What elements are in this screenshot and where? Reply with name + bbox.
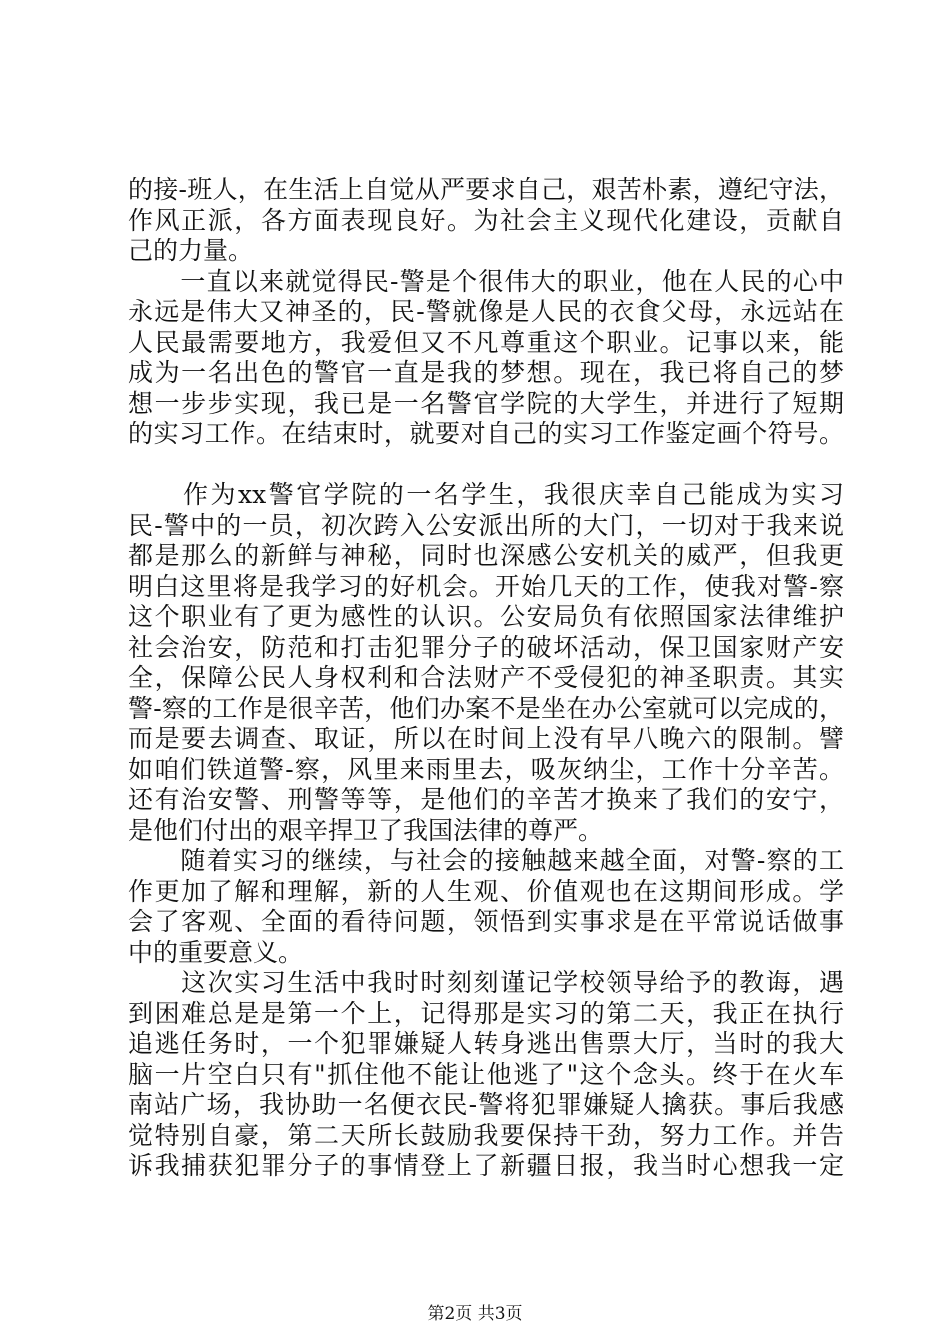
- text-line: 还有治安警、刑警等等，是他们的辛苦才换来了我们的安宁，: [128, 785, 844, 814]
- text-line: 这次实习生活中我时时刻刻谨记学校领导给予的教诲，遇: [128, 968, 844, 997]
- text-line: 的接-班人，在生活上自觉从严要求自己，艰苦朴素，遵纪守法，: [128, 175, 844, 204]
- text-line: 诉我捕获犯罪分子的事情登上了新疆日报，我当时心想我一定: [128, 1151, 844, 1180]
- document-body: [128, 175, 844, 1182]
- text-line: 觉特别自豪，第二天所长鼓励我要保持干劲，努力工作。并告: [128, 1120, 844, 1150]
- text-line: 作更加了解和理解，新的人生观、价值观也在这期间形成。学: [128, 876, 844, 906]
- text-line: 人民最需要地方，我爱但又不凡尊重这个职业。记事以来，能: [128, 327, 844, 357]
- text-line: 追逃任务时，一个犯罪嫌疑人转身逃出售票大厅，当时的我大: [128, 1029, 844, 1058]
- text-line: 都是那么的新鲜与神秘，同时也深感公安机关的威严，但我更: [128, 541, 844, 570]
- text-line: 南站广场，我协助一名便衣民-警将犯罪嫌疑人擒获。事后我感: [128, 1090, 844, 1119]
- text-line: 一直以来就觉得民-警是个很伟大的职业，他在人民的心中: [128, 266, 844, 296]
- text-line: 作风正派，各方面表现良好。为社会主义现代化建设，贡献自: [128, 205, 844, 235]
- text-line: 民-警中的一员，初次跨入公安派出所的大门，一切对于我来说: [128, 510, 844, 540]
- paragraph-gap: [128, 450, 844, 481]
- text-line: 成为一名出色的警官一直是我的梦想。现在，我已将自己的梦: [128, 358, 844, 387]
- text-line: 永远是伟大又神圣的，民-警就像是人民的衣食父母，永远站在: [128, 297, 844, 326]
- text-line: 社会治安，防范和打击犯罪分子的破坏活动，保卫国家财产安: [128, 632, 844, 662]
- text-line: 己的力量。: [128, 236, 254, 265]
- text-line: 想一步步实现，我已是一名警官学院的大学生，并进行了短期: [128, 388, 844, 418]
- paragraph-5: [128, 968, 844, 1182]
- paragraph-3: [128, 480, 844, 846]
- text-line: 中的重要意义。: [128, 937, 304, 967]
- text-line: 是他们付出的艰辛捍卫了我国法律的尊严。: [128, 815, 604, 845]
- page-number-footer: 第2页 共3页: [427, 1304, 523, 1324]
- text-line: 这个职业有了更为感性的认识。公安局负有依照国家法律维护: [128, 602, 844, 631]
- text-line: 的实习工作。在结束时，就要对自己的实习工作鉴定画个符号。: [128, 419, 844, 448]
- paragraph-2: [128, 267, 844, 450]
- paragraph-4: [128, 846, 844, 968]
- text-line: 警-察的工作是很辛苦，他们办案不是坐在办公室就可以完成的，: [128, 693, 844, 723]
- text-line: 随着实习的继续，与社会的接触越来越全面，对警-察的工: [128, 846, 844, 875]
- text-line: 全，保障公民人身权利和合法财产不受侵犯的神圣职责。其实: [128, 663, 844, 692]
- paragraph-1: [128, 175, 844, 267]
- text-line: 如咱们铁道警-察，风里来雨里去，吸灰纳尘，工作十分辛苦。: [128, 754, 844, 784]
- text-line: 会了客观、全面的看待问题，领悟到实事求是在平常说话做事: [128, 907, 844, 936]
- text-line: 而是要去调查、取证，所以在时间上没有早八晚六的限制。譬: [128, 724, 844, 753]
- text-line: 到困难总是是第一个上，记得那是实习的第二天，我正在执行: [128, 998, 844, 1028]
- text-line: 作为xx警官学院的一名学生，我很庆幸自己能成为实习: [128, 480, 844, 509]
- text-line: 明白这里将是我学习的好机会。开始几天的工作，使我对警-察: [128, 571, 844, 601]
- text-line: 脑一片空白只有"抓住他不能让他逃了"这个念头。终于在火车: [128, 1059, 844, 1089]
